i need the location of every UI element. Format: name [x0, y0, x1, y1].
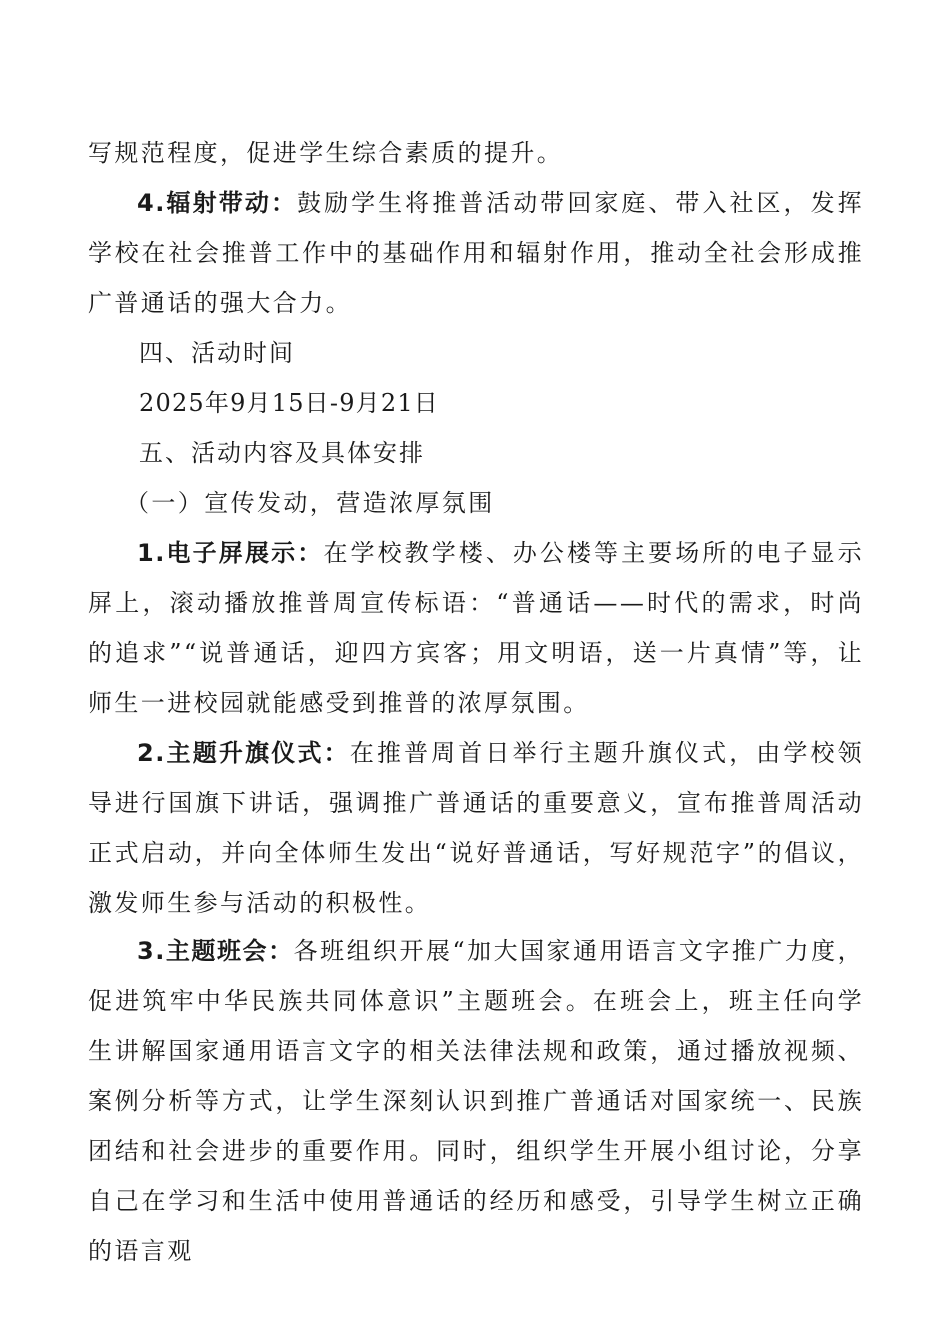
item-flag-text: 在推普周首日举行主题升旗仪式，由学校领导进行国旗下讲话，强调推广普通话的重要意义，宣布推普周活动正式启动，并向全体师生发出“说好普通话，写好规范字”的倡议，激发师生参与活动的积极性。 [88, 739, 864, 917]
section-five-heading: 五、活动内容及具体安排 [139, 439, 425, 467]
subsection-one-heading: （一）宣传发动，营造浓厚氛围 [125, 489, 495, 517]
item-screen-text: 在学校教学楼、办公楼等主要场所的电子显示屏上，滚动播放推普周宣传标语：“普通话——时代的需求，时尚的追求”“说普通话，迎四方宾客；用文明语，送一片真情”等，让师生一进校园就能感受到推普的浓厚氛围。 [88, 539, 865, 717]
item-class-text: 各班组织开展“加大国家通用语言文字推广力度，促进筑牢中华民族共同体意识”主题班会。在班会上，班主任向学生讲解国家通用语言文字的相关法律法规和政策，通过播放视频、案例分析等方式，让学生深刻认识到推广普通话对国家统一、民族团结和社会进步的重要作用。同时，组织学生开展小组讨论，分享自己在学习和生活中使用普通话的经历和感受，引导学生树立正确的语言观 [88, 937, 864, 1265]
item-screen-lead: 1.电子屏展示： [137, 539, 324, 567]
item-screen-paragraph [88, 528, 864, 728]
item-radiate-paragraph [88, 178, 864, 328]
item-radiate-text: 鼓励学生将推普活动带回家庭、带入社区，发挥学校在社会推普工作中的基础作用和辐射作用，推动全社会形成推广普通话的强大合力。 [88, 189, 864, 317]
continued-paragraph: 写规范程度，促进学生综合素质的提升。 [88, 139, 564, 167]
item-radiate-lead: 4.辐射带动： [137, 189, 298, 217]
item-flag-lead: 2.主题升旗仪式： [137, 739, 350, 767]
section-four-heading: 四、活动时间 [139, 339, 295, 367]
item-class-lead: 3.主题班会： [137, 937, 294, 965]
item-flag-paragraph [88, 728, 864, 928]
item-class-paragraph [88, 926, 864, 1276]
activity-time: 2025年9月15日-9月21日 [139, 389, 440, 417]
